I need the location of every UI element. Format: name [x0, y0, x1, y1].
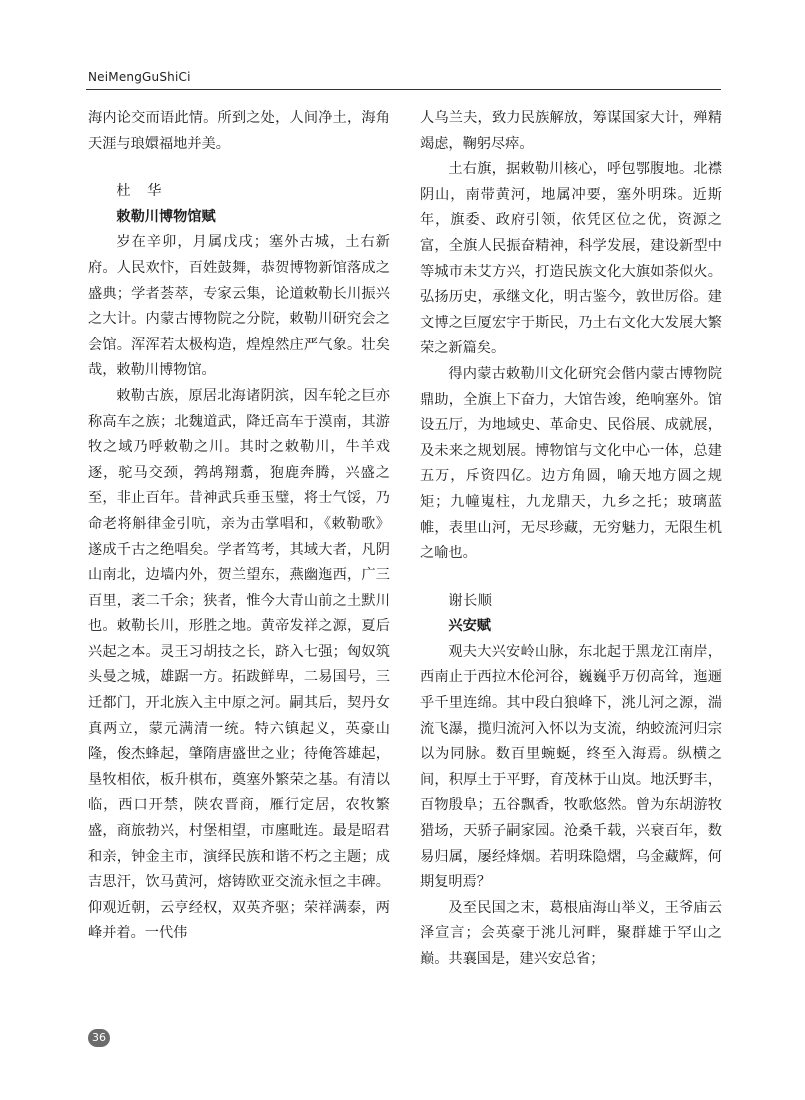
poem-paragraph: 及至民国之末，葛根庙海山举义，王爷庙云泽宣言；会英豪于洮儿河畔，聚群雄于罕山之巅。共襄国是，建兴安总省； [420, 899, 722, 967]
section-spacer [88, 157, 390, 179]
section-spacer [420, 567, 722, 589]
header-rule [86, 89, 721, 90]
poem-paragraph: 岁在辛卯，月属戊戌；塞外古城，土右新府。人民欢忭，百姓鼓舞，恭贺博物新馆落成之盛典；学者荟萃，专家云集，论道敕勒长川振兴之大计。内蒙古博物院之分院，敕勒川研究会之会馆。浑浑若太极构造，煌煌然庄严气象。壮矣哉，敕勒川博物馆。 [88, 234, 390, 379]
poem-author: 谢长顺 [448, 592, 493, 609]
page-number: 36 [88, 1029, 110, 1047]
poem-paragraph: 敕勒古族，原居北海诸阴滨，因车轮之巨亦称高车之族；北魏道武，降迁高车于漠南，其游牧之域乃呼敕勒之川。其时之敕勒川，牛羊戏逐，驼马交颈，鹁鸪翔翥，狍鹿奔腾，兴盛之至，非止百年。昔神武兵垂玉璧，将士气馁，乃命老将斛律金引吭，亲为击掌唱和，《敕勒歌》遂成千古之绝唱矣。学者笃考，其域大者，凡阴山南北，边墙内外，贺兰望东，燕幽迤西，广三百里，袤二千余；狭者，惟今大青山前之土默川也。敕勒长川，形胜之地。黄帝发祥之源，夏后兴起之本。灵王习胡技之长，跻入七强；匈奴筑头曼之城，雄踞一方。拓跋鲜卑，二易国号，三迁都门，开北族入主中原之河。嗣其后，契丹女真两立，蒙元满清一统。特六镇起义，英豪山隆，俊杰蜂起，肇隋唐盛世之业；待俺答雄起，垦牧相依，板升棋布，奠塞外繁荣之基。有清以临，西口开禁，陕农晋商，雁行定居，农牧繁盛，商旅勃兴，村堡相望，市廛毗连。最是昭君和亲，钟金主市，演绎民族和谐不朽之主题；成吉思汗，饮马黄河，熔铸欧亚交流永恒之丰碑。仰观近朝，云亨经权，双英齐驱；荣祥满泰，两峰并着。一代伟 [88, 387, 390, 942]
poem-title: 兴安赋 [448, 618, 491, 635]
poem-title: 敕勒川博物馆赋 [116, 208, 216, 225]
poem-paragraph: 土右旗，据敕勒川核心，呼包鄂腹地。北襟阴山，南带黄河，地属冲要，塞外明珠。近斯年，旗委、政府引领，依凭区位之优，资源之富，全旗人民振奋精神，科学发展，建设新型中等城市未艾方兴，打造民族文化大旗如荼似火。弘扬历史，承继文化，明古鉴今，敦世厉俗。建文博之巨厦宏宇于斯民，乃土右文化大发展大繁荣之新篇矣。 [420, 161, 722, 357]
poem-paragraph: 观夫大兴安岭山脉，东北起于黑龙江南岸，西南止于西拉木伦河谷，巍巍乎万仞高耸，迤逦乎千里连绵。其中段白狼峰下，洮儿河之源，湍流飞瀑，揽归流河入怀以为支流，纳蛟流河归宗以为同脉。数百里蜿蜒，终至入海焉。纵横之间，积厚土于平野，育茂林于山岚。地沃野丰，百物殷阜；五谷飘香，牧歌悠然。曾为东胡游牧猎场，天骄子嗣家园。沧桑千载，兴衰百年，数易归属，屡经烽烟。若明珠隐熠，乌金藏辉，何期复明焉？ [420, 643, 722, 891]
poem-continuation: 人乌兰夫，致力民族解放，筹谋国家大计，殚精竭虑，鞠躬尽瘁。 [420, 110, 722, 152]
right-column [420, 106, 722, 973]
poem-paragraph: 得内蒙古敕勒川文化研究会偕内蒙古博物院鼎助，全旗上下奋力，大馆告竣，绝响塞外。馆设五厅，为地域史、革命史、民俗展、成就展，及未来之规划展。博物馆与文化中心一体，总建五万，斥资四亿。边方角圆，喻天地方圆之规矩；九幢嵬柱，九龙鼎天，九乡之托；玻璃蓝帷，表里山河，无尽珍藏，无穷魅力，无限生机之喻也。 [420, 365, 722, 562]
journal-header: NeiMengGuShiCi [88, 70, 191, 84]
left-column [88, 106, 390, 947]
poem-author: 杜 华 [116, 183, 168, 200]
previous-poem-ending: 海内论交而语此情。所到之处，人间净土，海角天涯与琅嬛福地并美。 [88, 110, 390, 152]
